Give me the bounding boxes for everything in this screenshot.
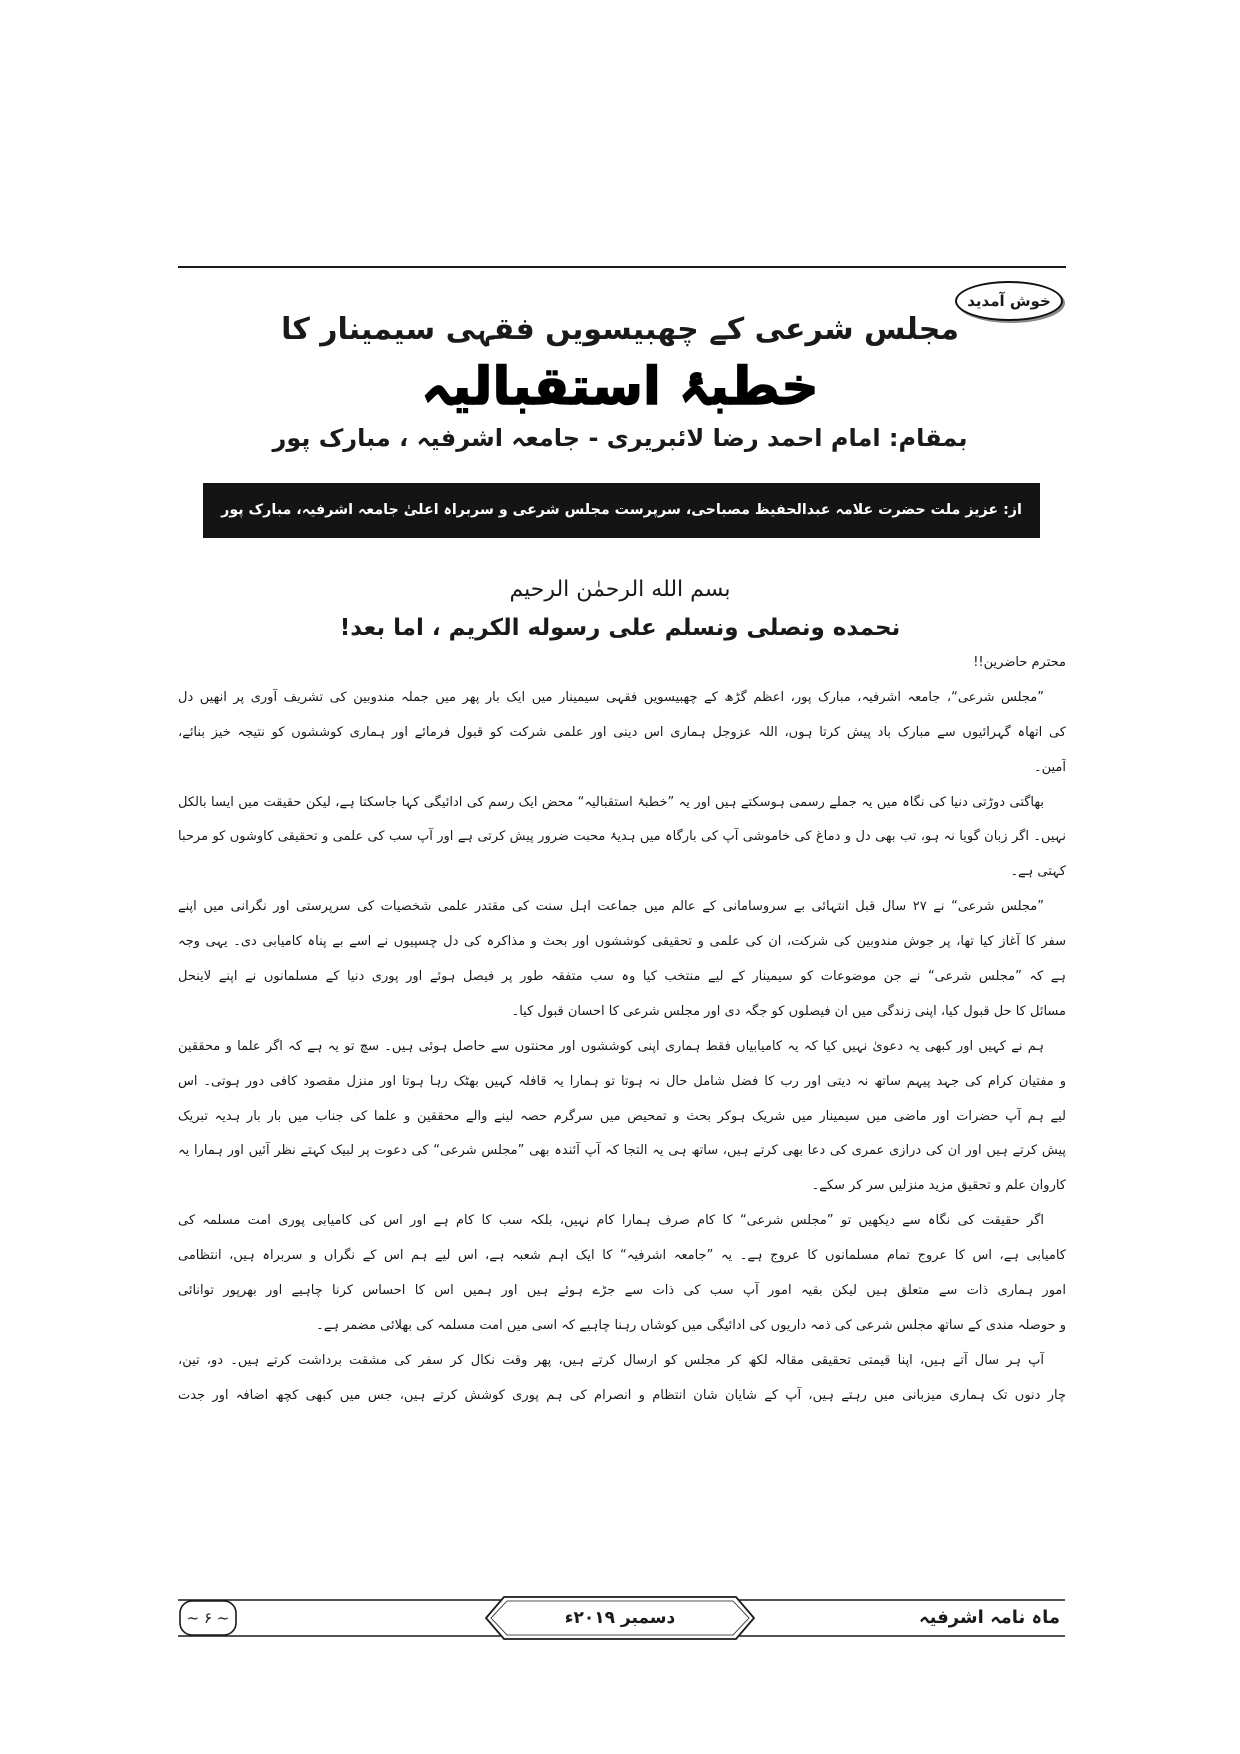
paragraph-6 <box>178 1344 1066 1414</box>
body-line: کی اتھاہ گہرائیوں سے مبارک باد پیش کرتا ہوں، اللہ عزوجل ہماری اس دینی اور علمی شرکت کو قبول فرمائے اور ہماری کوششوں کو نتیجہ خیز بنائے، <box>178 724 1066 740</box>
body-line: نہیں۔ اگر زبان گویا نہ ہو، تب بھی دل و دماغ کی خاموشی آپ کی بارگاہ میں ہدیۂ محبت ضرور پیش کرتی ہے اور آپ سب کی علمی و تحقیقی کاوشوں کو مرحبا <box>178 829 1066 845</box>
magazine-name: ماہ نامہ اشرفیہ <box>919 1607 1060 1628</box>
paragraph-1 <box>178 681 1066 786</box>
issue-date: دسمبر ۲۰۱۹ء <box>564 1608 676 1628</box>
bismillah-line: بسم الله الرحمٰن الرحیم <box>509 577 731 602</box>
body-line: آپ ہر سال آتے ہیں، اپنا قیمتی تحقیقی مقالہ لکھ کر مجلس کو ارسال کرتے ہیں، پھر وقت نکال کر سفر کی مشقت برداشت کرتے ہیں۔ دو، تین، <box>178 1352 1044 1368</box>
body-line: اگر حقیقت کی نگاہ سے دیکھیں تو ”مجلس شرعی“ کا کام صرف ہمارا کام نہیں، بلکہ سب کا کام ہے اور اس کی کامیابی پوری امت مسلمہ کی <box>178 1213 1044 1229</box>
body-line: ہے کہ ”مجلس شرعی“ نے جن موضوعات کو سیمینار کے لیے منتخب کیا وہ سب متفقہ طور پر فیصل ہوئے اور پوری دنیا کے مسلمانوں نے اپنے لاینحل <box>178 969 1066 985</box>
body-line: ”مجلس شرعی“ نے ۲۷ سال قبل انتہائی بے سروسامانی کے عالم میں جماعت اہل سنت کی مقتدر علمی شخصیات کی سرپرستی اور نگرانی میں اپنے <box>178 899 1044 915</box>
body-line: امور ہماری ذات سے متعلق ہیں لیکن بقیہ امور آپ سب کی ذات سے جڑے ہوئے ہیں اور ہمیں اس کا احساس کرنا چاہیے اور بھرپور توانائی <box>178 1283 1066 1299</box>
page-number: ~ ۶ ~ <box>186 1609 230 1627</box>
body-line: کاروان علم و تحقیق مزید منزلیں سر کر سکے۔ <box>811 1178 1066 1194</box>
body-line: چار دنوں تک ہماری میزبانی میں رہتے ہیں، آپ کے شایان شان انتظام و انصرام کی ہم پوری کوشش کرتے ہیں، جس میں کبھی کچھ اضافہ اور جدت <box>178 1387 1066 1403</box>
body-line: مسائل کا حل قبول کیا، اپنی زندگی میں ان فیصلوں کو جگہ دی اور مجلس شرعی کا احسان قبول کیا۔ <box>511 1003 1066 1019</box>
author-banner-text: از: عزیز ملت حضرت علامہ عبدالحفیظ مصباحی، سرپرست مجلس شرعی و سربراہ اعلیٰ جامعہ اشرفیہ، مبارک پور <box>221 502 1022 518</box>
author-banner <box>203 483 1040 538</box>
body-line: سفر کا آغاز کیا تھا، پر جوش مندوبین کی شرکت، ان کی علمی و تحقیقی کوششوں اور بحث و مذاکرہ کی دل چسپیوں نے اسے بے پناہ کامیابی دی۔ یہی وجہ <box>178 934 1066 950</box>
hamd-line: نحمده ونصلی ونسلم علی رسوله الکریم ، اما بعد! <box>339 615 901 641</box>
paragraph-5 <box>178 1204 1066 1344</box>
body-line: و مفتیان کرام کی جہد پیہم ساتھ نہ دیتی اور رب کا فضل شامل حال نہ ہوتا تو ہمارا یہ قافلہ کہیں بھٹک رہا ہوتا اور منزل مقصود کافی دور ہوتی۔ اس <box>178 1073 1066 1089</box>
paragraph-3 <box>178 890 1066 1030</box>
body-line: و حوصلہ مندی کے ساتھ مجلس شرعی کی ذمہ داریوں کی ادائیگی میں کوشاں رہنا چاہیے کہ اسی میں امت مسلمہ کی بھلائی مضمر ہے۔ <box>316 1317 1066 1333</box>
seminar-title: مجلس شرعی کے چھبیسویں فقہی سیمینار کا <box>281 312 959 347</box>
body-line: کامیابی ہے، اس کا عروج تمام مسلمانوں کا عروج ہے۔ یہ ”جامعہ اشرفیہ“ کا ایک اہم شعبہ ہے، اس لیے ہم اس کے نگراں و سربراہ ہیں، انتظامی <box>178 1248 1066 1264</box>
article-body <box>178 646 1066 1414</box>
salutation-line: محترم حاضرین!! <box>973 655 1066 670</box>
body-line: ”مجلس شرعی“، جامعہ اشرفیہ، مبارک پور، اعظم گڑھ کے چھبیسویں فقہی سیمینار میں ایک بار پھر میں جملہ مندوبین کی تشریف آوری پر انھیں دل <box>178 689 1044 705</box>
body-line: آمین۔ <box>1033 759 1066 775</box>
paragraph-2 <box>178 786 1066 891</box>
venue-line: بمقام: امام احمد رضا لائبریری - جامعہ اشرفیہ ، مبارک پور <box>272 424 968 452</box>
body-line: لیے ہم آپ حضرات اور ماضی میں سیمینار میں شریک ہوکر بحث و تمحیص میں سرگرم حصہ لینے والے محققین و علما کی جناب میں بار بار ہدیہ تبریک <box>178 1108 1066 1124</box>
paragraph-4 <box>178 1030 1066 1204</box>
welcome-badge-label: خوش آمدید <box>967 292 1051 310</box>
address-title: خطبۂ استقبالیہ <box>421 357 819 417</box>
header-rule <box>178 266 1066 268</box>
body-line: ہم نے کہیں اور کبھی یہ دعویٰ نہیں کیا کہ یہ کامیابیاں فقط ہماری اپنی کوششوں اور محنتوں سے حاصل ہوئی ہیں۔ سچ تو یہ ہے کہ اگر علما و محققین <box>178 1038 1044 1054</box>
body-line: بھاگتی دوڑتی دنیا کی نگاہ میں یہ جملے رسمی ہوسکتے ہیں اور یہ ”خطبۂ استقبالیہ“ محض ایک رسم کی ادائیگی کہا جاسکتا ہے، لیکن حقیقت میں ایسا بالکل <box>178 794 1044 810</box>
body-line: پیش کرتے ہیں اور ان کی درازی عمری کی دعا بھی کرتے ہیں، ساتھ ہی یہ التجا کہ آپ آئندہ بھی ”مجلس شرعی“ کی دعوت پر لبیک کہتے نظر آئیں اور ہمارا یہ <box>178 1143 1066 1159</box>
body-line: کہتی ہے۔ <box>1010 864 1066 880</box>
